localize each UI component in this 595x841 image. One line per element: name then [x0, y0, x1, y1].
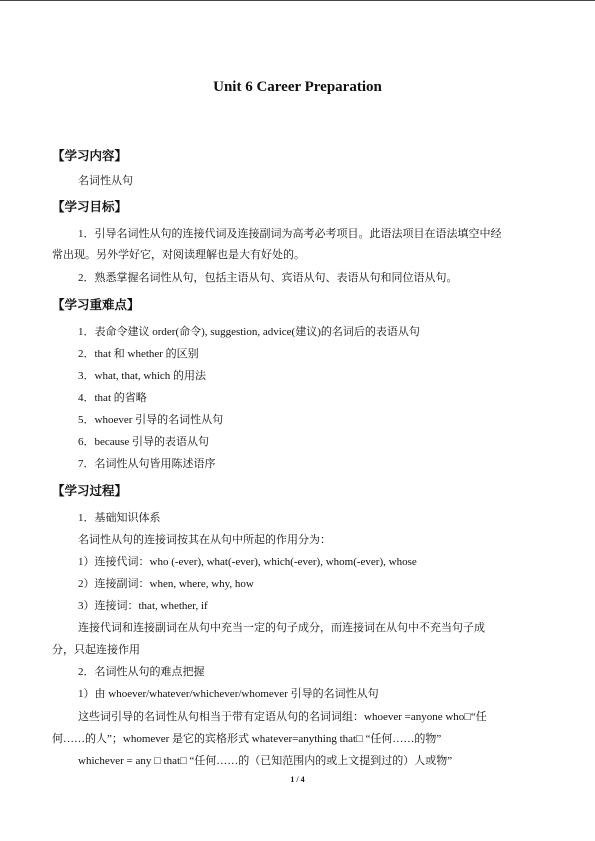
process-line-7: 分，只起连接作用	[52, 644, 140, 656]
process-line-8: 2．名词性从句的难点把握	[78, 666, 205, 678]
process-line-1: 1．基础知识体系	[78, 512, 161, 524]
header-rule	[0, 0, 595, 1]
page-number: 1 / 4	[290, 775, 305, 784]
key-point-7: 7．名词性从句皆用陈述语序	[78, 458, 216, 470]
heading-key-points: 【学习重难点】	[52, 297, 140, 312]
goal-2: 2．熟悉掌握名词性从句，包括主语从句、宾语从句、表语从句和同位语从句。	[78, 272, 458, 284]
key-point-6: 6．because 引导的表语从句	[78, 436, 210, 448]
goal-1-line-1: 1．引导名词性从句的连接代词及连接副词为高考必考项目。此语法项目在语法填空中经	[78, 228, 502, 240]
process-line-6: 连接代词和连接副词在从句中充当一定的句子成分，而连接词在从句中不充当句子成	[78, 622, 485, 634]
heading-goals: 【学习目标】	[52, 199, 128, 214]
document-title: Unit 6 Career Preparation	[213, 79, 382, 95]
process-line-3: 1）连接代词：who (-ever), what(-ever), which(-ever), whom(-ever), whose	[78, 556, 417, 568]
process-line-9: 1）由 whoever/whatever/whichever/whomever 引导的名词性从句	[78, 688, 379, 700]
key-point-5: 5．whoever 引导的名词性从句	[78, 414, 224, 426]
heading-process: 【学习过程】	[52, 483, 128, 498]
key-point-3: 3．what, that, which 的用法	[78, 370, 207, 382]
process-line-2: 名词性从句的连接词按其在从句中所起的作用分为：	[78, 534, 331, 546]
content-text: 名词性从句	[78, 175, 133, 187]
process-line-10: 这些词引导的名词性从句相当于带有定语从句的名词词组：whoever =anyone who□“任	[78, 711, 487, 723]
heading-content: 【学习内容】	[52, 148, 128, 163]
key-point-4: 4．that 的省略	[78, 392, 147, 404]
goal-1-line-2: 常出现。另外学好它，对阅读理解也是大有好处的。	[52, 249, 305, 261]
process-line-12: whichever = any □ that□ “任何……的（已知范围内的或上文提到过的）人或物”	[78, 755, 453, 767]
process-line-5: 3）连接词：that, whether, if	[78, 600, 208, 612]
process-line-4: 2）连接副词：when, where, why, how	[78, 578, 254, 590]
key-point-2: 2．that 和 whether 的区别	[78, 348, 199, 360]
process-line-11: 何……的人”；whomever 是它的宾格形式 whatever=anything that□ “任何……的物”	[52, 733, 442, 745]
key-point-1: 1．表命令建议 order(命令), suggestion, advice(建议)的名词后的表语从句	[78, 326, 420, 338]
